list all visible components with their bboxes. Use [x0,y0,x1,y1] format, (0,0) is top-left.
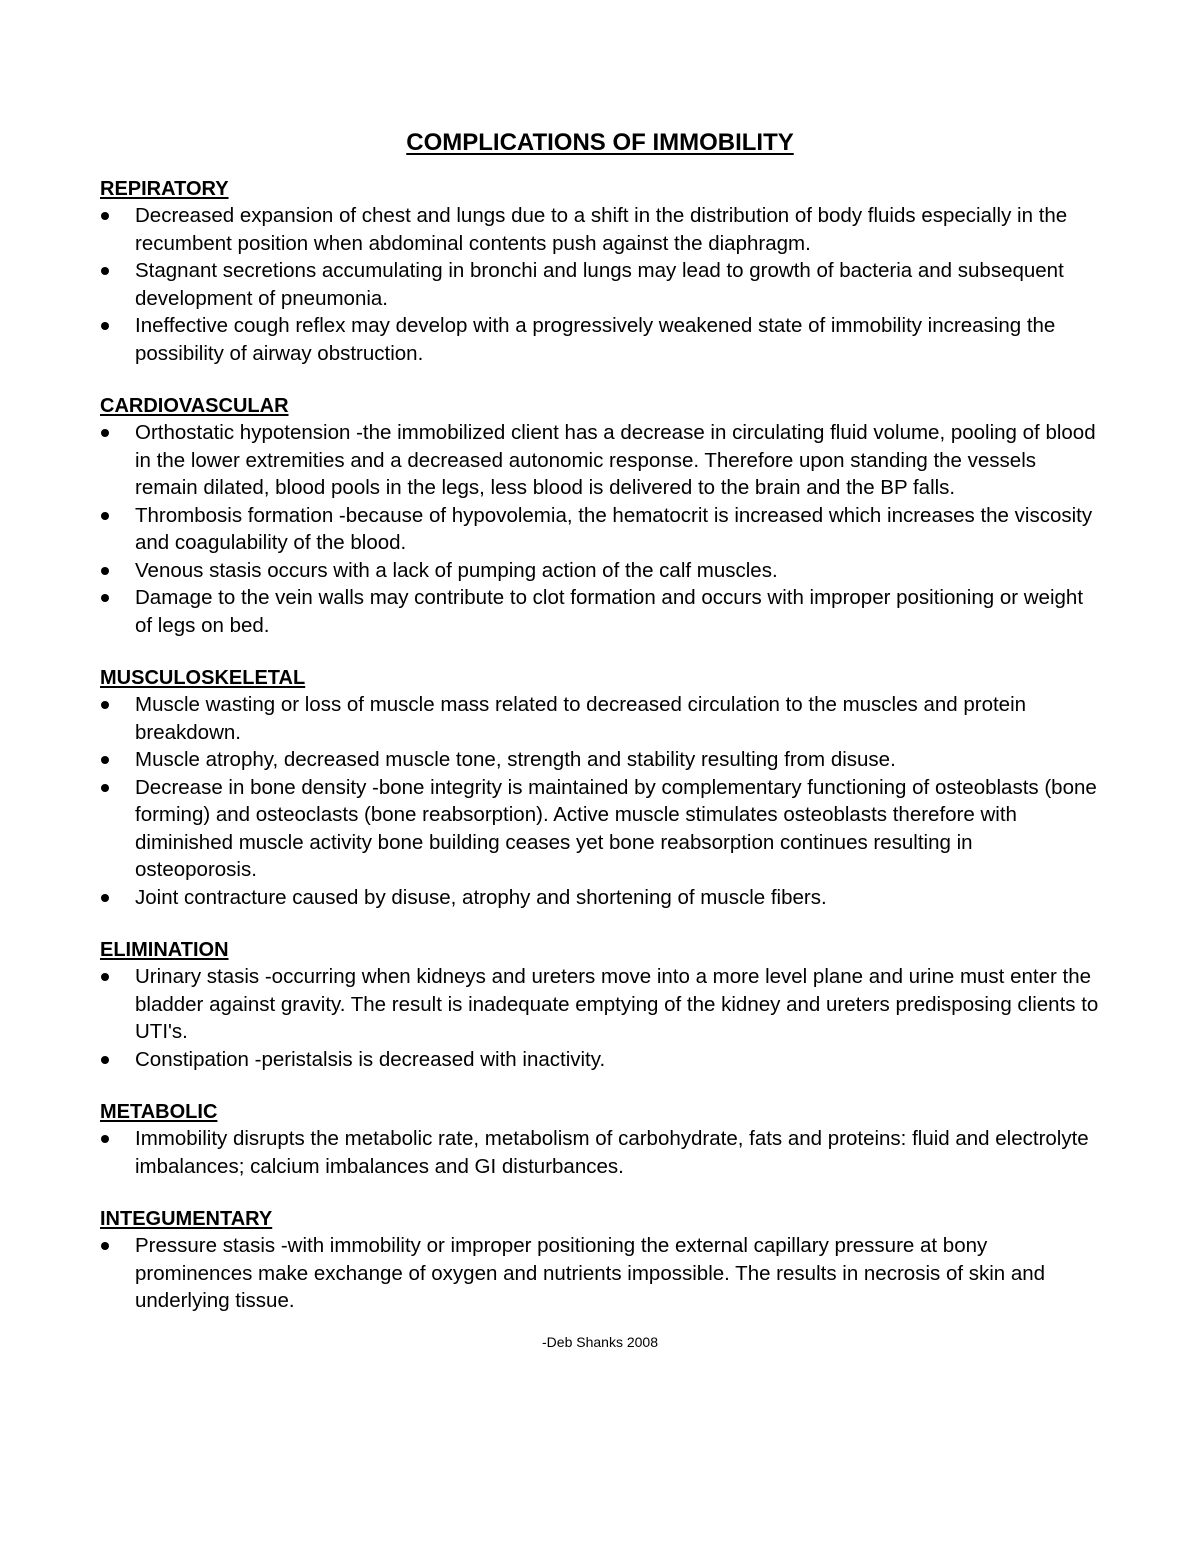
list-item [100,257,1100,312]
list-item-text: Immobility disrupts the metabolic rate, metabolism of carbohydrate, fats and proteins: fluid and electrolyte imbalances; calcium imbalances and GI disturbances. [135,1127,1089,1178]
section-heading: MUSCULOSKELETAL [100,667,306,689]
section-musculoskeletal [100,665,1100,911]
bullet-icon [100,884,135,902]
list-item-text: Pressure stasis -with immobility or improper positioning the external capillary pressure at bony prominences make exchange of oxygen and nutrients impossible. The results in necrosis of skin and underlying tissue. [135,1234,1046,1312]
bullet-dot-icon [101,212,109,220]
list-item-text: Urinary stasis -occurring when kidneys and ureters move into a more level plane and urine must enter the bladder against gravity. The result is inadequate emptying of the kidney and ureters predisposing clients to UTI's. [135,965,1099,1043]
list-item-text: Ineffective cough reflex may develop with a progressively weakened state of immobility increasing the possibility of airway obstruction. [135,314,1056,365]
section-integumentary [100,1206,1100,1315]
bullet-icon [100,691,135,709]
list-item [100,202,1100,257]
list-item [100,884,1100,912]
list-item [100,557,1100,585]
section-heading: CARDIOVASCULAR [100,395,289,417]
bullet-dot-icon [101,594,109,602]
bullet-icon [100,1232,135,1250]
section-elimination [100,937,1100,1073]
bullet-icon [100,1046,135,1064]
list-item [100,963,1100,1046]
list-item-text: Constipation -peristalsis is decreased with inactivity. [135,1047,606,1071]
bullet-dot-icon [101,1135,109,1143]
list-item-text: Decreased expansion of chest and lungs due to a shift in the distribution of body fluids especially in the recumbent position when abdominal contents push against the diaphragm. [135,204,1068,255]
bullet-icon [100,202,135,220]
list-item-text: Stagnant secretions accumulating in bronchi and lungs may lead to growth of bacteria and subsequent development of pneumonia. [135,259,1064,310]
bullet-list [100,963,1100,1073]
list-item-text: Damage to the vein walls may contribute to clot formation and occurs with improper positioning or weight of legs on bed. [135,586,1084,637]
sections-container [100,176,1100,1315]
list-item [100,746,1100,774]
document-title: COMPLICATIONS OF IMMOBILITY [406,129,794,156]
bullet-icon [100,584,135,602]
bullet-dot-icon [101,1242,109,1250]
bullet-list [100,691,1100,911]
list-item [100,1125,1100,1180]
bullet-list [100,1232,1100,1315]
bullet-icon [100,312,135,330]
section-heading: ELIMINATION [100,939,229,961]
bullet-dot-icon [101,322,109,330]
section-cardiovascular [100,393,1100,639]
section-metabolic [100,1099,1100,1180]
bullet-list [100,1125,1100,1180]
list-item [100,312,1100,367]
list-item-text: Muscle wasting or loss of muscle mass related to decreased circulation to the muscles and protein breakdown. [135,693,1027,744]
document-footer: -Deb Shanks 2008 [542,1333,658,1350]
list-item [100,1046,1100,1074]
list-item [100,1232,1100,1315]
list-item [100,502,1100,557]
bullet-dot-icon [101,512,109,520]
list-item-text: Orthostatic hypotension -the immobilized client has a decrease in circulating fluid volume, pooling of blood in the lower extremities and a decreased autonomic response. Therefore upon standing the vessels remain dilated, blood pools in the legs, less blood is delivered to the brain and the BP falls. [135,421,1096,499]
document-page [100,128,1100,1351]
bullet-dot-icon [101,1056,109,1064]
list-item-text: Venous stasis occurs with a lack of pumping action of the calf muscles. [135,558,778,582]
bullet-icon [100,419,135,437]
section-heading: INTEGUMENTARY [100,1208,273,1230]
list-item-text: Joint contracture caused by disuse, atrophy and shortening of muscle fibers. [135,885,827,909]
bullet-dot-icon [101,973,109,981]
bullet-icon [100,257,135,275]
list-item [100,584,1100,639]
bullet-dot-icon [101,701,109,709]
section-heading: REPIRATORY [100,178,229,200]
bullet-icon [100,746,135,764]
list-item-text: Thrombosis formation -because of hypovolemia, the hematocrit is increased which increases the viscosity and coagulability of the blood. [135,503,1093,554]
list-item-text: Decrease in bone density -bone integrity is maintained by complementary functioning of osteoblasts (bone forming) and osteoclasts (bone reabsorption). Active muscle stimulates osteoblasts therefore with diminished muscle activity bone building ceases yet bone reabsorption continues resulting in osteoporosis. [135,775,1097,881]
bullet-list [100,202,1100,367]
bullet-icon [100,774,135,792]
section-repiratory [100,176,1100,367]
list-item [100,419,1100,502]
bullet-dot-icon [101,267,109,275]
list-item [100,774,1100,884]
bullet-list [100,419,1100,639]
bullet-dot-icon [101,756,109,764]
bullet-dot-icon [101,894,109,902]
bullet-icon [100,557,135,575]
bullet-icon [100,502,135,520]
section-heading: METABOLIC [100,1101,218,1123]
list-item-text: Muscle atrophy, decreased muscle tone, strength and stability resulting from disuse. [135,748,896,771]
bullet-icon [100,963,135,981]
bullet-dot-icon [101,784,109,792]
bullet-dot-icon [101,429,109,437]
bullet-dot-icon [101,567,109,575]
list-item [100,691,1100,746]
bullet-icon [100,1125,135,1143]
